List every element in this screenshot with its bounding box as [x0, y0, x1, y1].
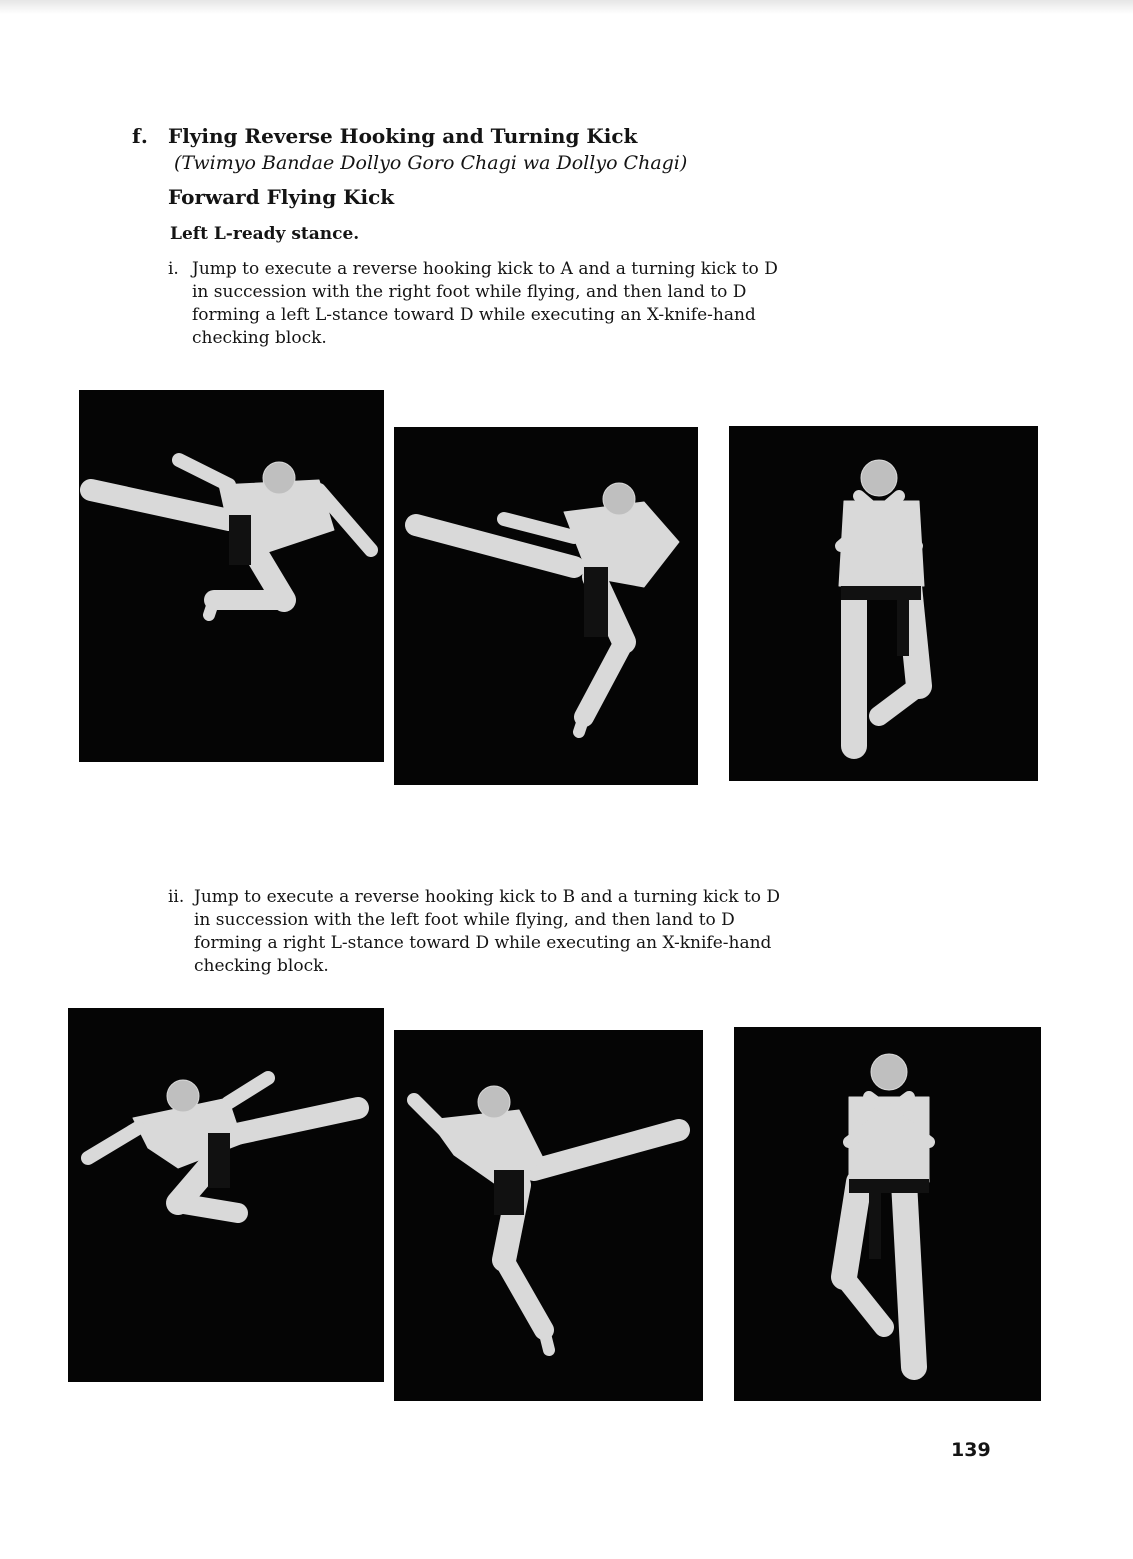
- step-1: [168, 258, 928, 368]
- step-line: forming a left L-stance toward D while executing an X-knife-hand: [192, 305, 756, 325]
- step-line: in succession with the right foot while flying, and then land to D: [192, 282, 747, 302]
- kicker-figure-illustration: [68, 1008, 384, 1382]
- step-2: [168, 886, 928, 996]
- step-line: checking block.: [194, 956, 329, 976]
- kicker-figure-illustration: [394, 1030, 703, 1401]
- photo-flying-reverse-hooking-kick-2: [68, 1008, 384, 1382]
- stance-label: Left L-ready stance.: [170, 224, 360, 244]
- step-number: i.: [168, 259, 179, 279]
- scan-edge-shadow: [0, 0, 1133, 14]
- page-number: 139: [951, 1439, 991, 1461]
- step-line: Jump to execute a reverse hooking kick to B and a turning kick to D: [194, 887, 781, 907]
- photo-flying-reverse-hooking-kick: [79, 390, 384, 762]
- stance-figure-illustration: [729, 426, 1038, 781]
- subheading: Forward Flying Kick: [168, 185, 395, 209]
- kicker-figure-illustration: [79, 390, 384, 762]
- step-number: ii.: [168, 887, 185, 907]
- photo-flying-turning-kick-2: [394, 1030, 703, 1401]
- stance-figure-illustration: [734, 1027, 1041, 1401]
- step-line: in succession with the left foot while flying, and then land to D: [194, 910, 735, 930]
- step-line: checking block.: [192, 328, 327, 348]
- photo-x-knife-hand-checking-block: [729, 426, 1038, 781]
- section-marker: f.: [132, 124, 149, 148]
- step-line: forming a right L-stance toward D while executing an X-knife-hand: [194, 933, 772, 953]
- section-title: Flying Reverse Hooking and Turning Kick: [168, 124, 638, 148]
- section-subtitle: (Twimyo Bandae Dollyo Goro Chagi wa Dollyo Chagi): [174, 152, 688, 174]
- kicker-figure-illustration: [394, 427, 698, 785]
- photo-x-knife-hand-checking-block-2: [734, 1027, 1041, 1401]
- photo-flying-turning-kick: [394, 427, 698, 785]
- step-line: Jump to execute a reverse hooking kick to A and a turning kick to D: [192, 259, 778, 279]
